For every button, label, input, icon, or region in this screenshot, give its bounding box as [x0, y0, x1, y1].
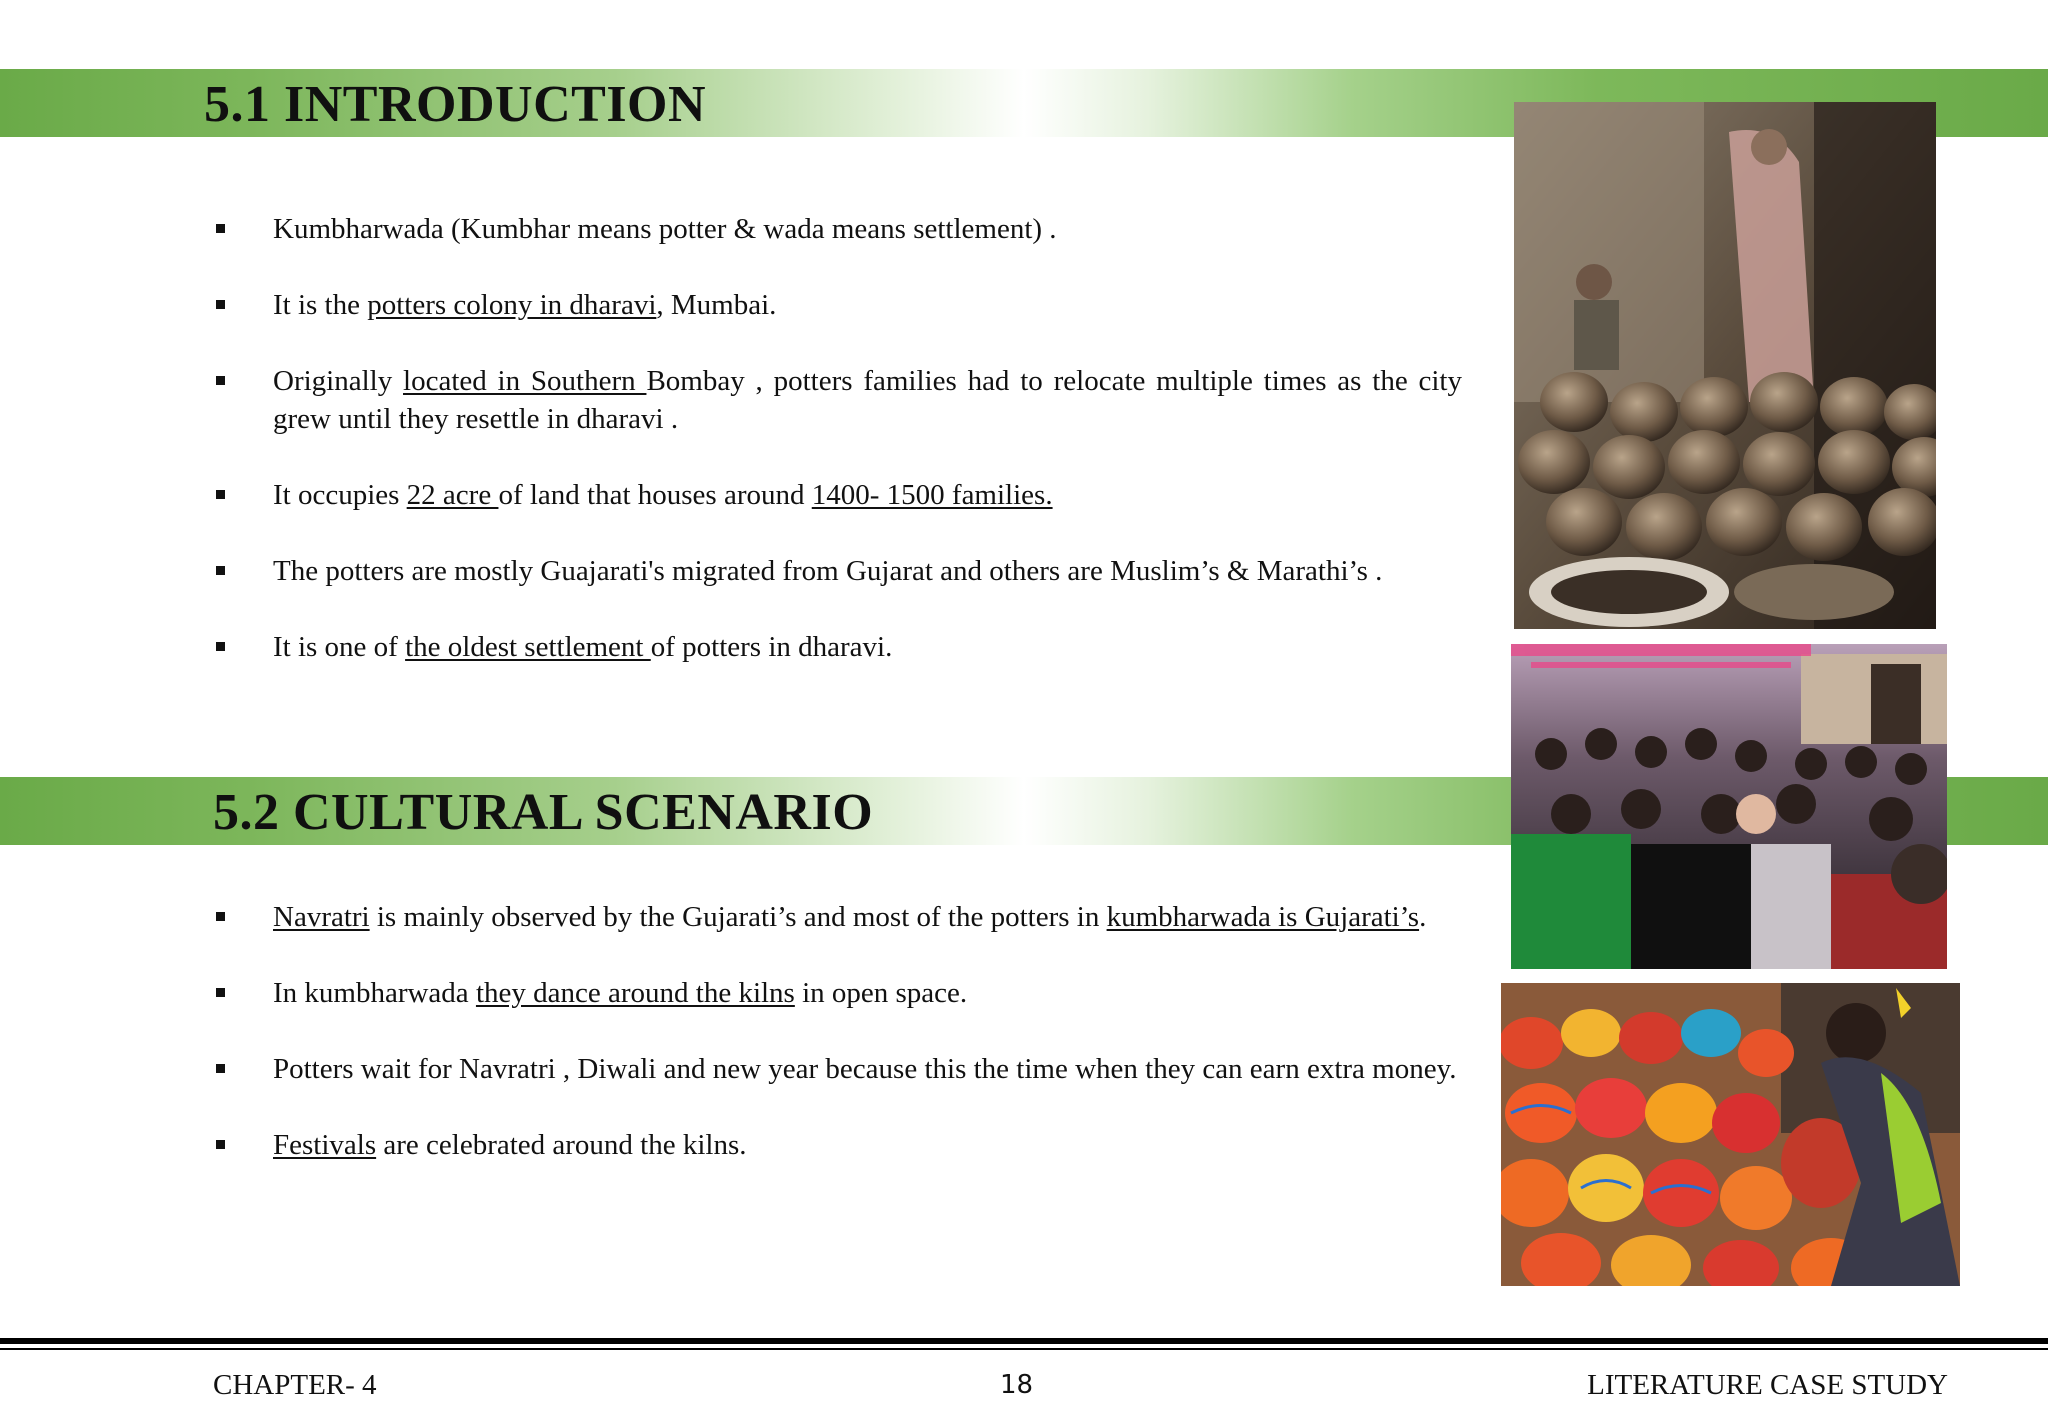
section-heading-cultural-scenario: 5.2 CULTURAL SCENARIO	[213, 784, 874, 841]
section-heading-introduction: 5.1 INTRODUCTION	[204, 76, 707, 133]
cultural-bullet-list	[210, 898, 1462, 1202]
bullet-square-icon	[216, 988, 225, 997]
bullet-square-icon	[216, 224, 225, 233]
underlined-text: 22 acre	[406, 479, 499, 511]
underlined-text: 1400- 1500 families.	[811, 479, 1053, 511]
potter-with-clay-pots-photo	[1514, 102, 1936, 629]
bullet-text: It is one of	[273, 631, 406, 663]
bullet-item	[210, 1126, 1462, 1164]
footer-chapter: CHAPTER- 4	[213, 1369, 377, 1401]
bullet-item	[210, 476, 1462, 514]
bullet-square-icon	[216, 566, 225, 575]
bullet-text: is mainly observed by the Gujarati’s and most of the potters in	[369, 901, 1107, 933]
bullet-item	[210, 362, 1462, 438]
bullet-square-icon	[216, 1140, 225, 1149]
underlined-text: Navratri	[273, 901, 370, 933]
underlined-text: potters colony in dharavi	[367, 289, 657, 321]
bullet-text: of potters in dharavi.	[650, 631, 893, 663]
bullet-text: , Mumbai.	[656, 289, 777, 321]
introduction-bullet-list	[210, 210, 1462, 704]
bullet-item	[210, 286, 1462, 324]
underlined-text: kumbharwada is Gujarati’s	[1106, 901, 1420, 933]
bullet-square-icon	[216, 1064, 225, 1073]
bullet-item	[210, 974, 1462, 1012]
underlined-text: Festivals	[273, 1129, 377, 1161]
bullet-square-icon	[216, 490, 225, 499]
navratri-dance-crowd-photo	[1511, 644, 1947, 969]
bullet-text: It occupies	[273, 479, 407, 511]
bullet-text: It is the	[273, 289, 368, 321]
bullet-text: in open space.	[794, 977, 968, 1009]
bullet-text: Potters wait for Navratri , Diwali and new year because this the time when they can earn extra money.	[273, 1053, 1457, 1085]
bullet-item	[210, 210, 1462, 248]
bullet-text: Originally	[273, 365, 404, 397]
underlined-text: the oldest settlement	[405, 631, 651, 663]
page-number: 18	[1000, 1370, 1034, 1400]
bullet-text: The potters are mostly Guajarati's migrated from Gujarat and others are Muslim’s & Marathi’s .	[273, 555, 1383, 587]
bullet-item	[210, 628, 1462, 666]
bullet-text: In kumbharwada	[273, 977, 476, 1009]
underlined-text: they dance around the kilns	[475, 977, 795, 1009]
footer-section-title: LITERATURE CASE STUDY	[1587, 1369, 1948, 1401]
painted-colorful-pots-photo	[1501, 983, 1960, 1286]
bullet-square-icon	[216, 300, 225, 309]
bullet-text: are celebrated around the kilns.	[376, 1129, 747, 1161]
bullet-item	[210, 1050, 1462, 1088]
bullet-item	[210, 898, 1462, 936]
bullet-text: Bombay , potters families had to relocate multiple times as the city grew until they resettle in dharavi .	[273, 365, 1462, 435]
bullet-item	[210, 552, 1462, 590]
footer-rule-thick	[0, 1338, 2048, 1344]
bullet-square-icon	[216, 642, 225, 651]
bullet-text: of land that houses around	[498, 479, 812, 511]
bullet-text: Kumbharwada (Kumbhar means potter & wada means settlement) .	[273, 213, 1057, 245]
footer-rule-thin	[0, 1348, 2048, 1350]
bullet-square-icon	[216, 912, 225, 921]
bullet-square-icon	[216, 376, 225, 385]
bullet-text: .	[1419, 901, 1427, 933]
underlined-text: located in Southern	[403, 365, 647, 397]
